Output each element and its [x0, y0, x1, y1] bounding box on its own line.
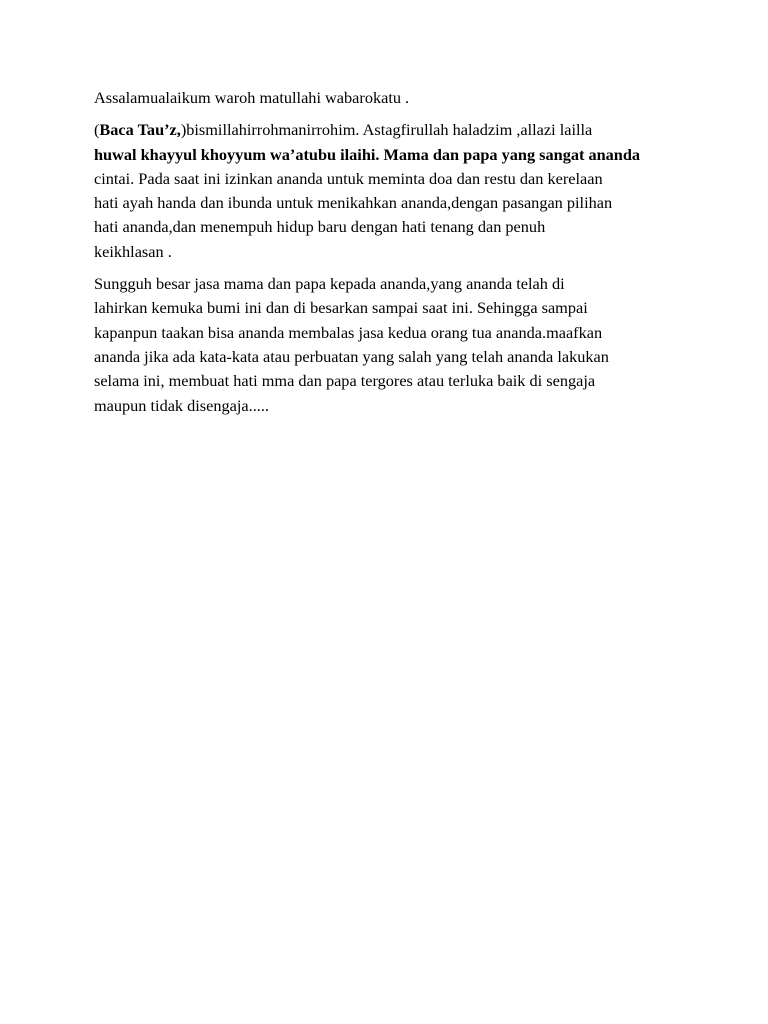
paragraph-1-line-6: keikhlasan . [94, 241, 172, 261]
paragraph-1-line-4: hati ayah handa dan ibunda untuk menikahkan ananda,dengan pasangan pilihan [94, 193, 613, 213]
paragraph-2-line-3: kapanpun taakan bisa ananda membalas jasa kedua orang tua ananda.maafkan [94, 322, 603, 342]
document-body [94, 86, 684, 418]
paragraph-2-line-4: ananda jika ada kata-kata atau perbuatan yang salah yang telah ananda lakukan [94, 346, 609, 366]
paragraph-1-line-1 [94, 118, 684, 142]
paragraph-1-line-3: cintai. Pada saat ini izinkan ananda untuk meminta doa dan restu dan kerelaan [94, 168, 603, 188]
paragraph-2-line-6: maupun tidak disengaja..... [94, 395, 269, 415]
open-paren: ( [94, 120, 100, 140]
paragraph-1-line-5: hati ananda,dan menempuh hidup baru dengan hati tenang dan penuh [94, 217, 546, 237]
paragraph-1 [94, 118, 684, 264]
greeting-line: Assalamualaikum waroh matullahi wabarokatu . [94, 88, 410, 107]
bold-phrase: Baca Tau’z, [99, 120, 181, 140]
line-text: )bismillahirrohmanirrohim. Astagfirullah haladzim ,allazi lailla [180, 120, 593, 140]
paragraph-2-line-2: lahirkan kemuka bumi ini dan di besarkan sampai saat ini. Sehingga sampai [94, 298, 588, 318]
paragraph-2-line-1: Sungguh besar jasa mama dan papa kepada ananda,yang ananda telah di [94, 274, 565, 294]
paragraph-2-line-5: selama ini, membuat hati mma dan papa tergores atau terluka baik di sengaja [94, 371, 596, 391]
paragraph-1-line-2: huwal khayyul khoyyum wa’atubu ilaihi. Mama dan papa yang sangat ananda [94, 144, 641, 164]
paragraph-2 [94, 272, 684, 418]
